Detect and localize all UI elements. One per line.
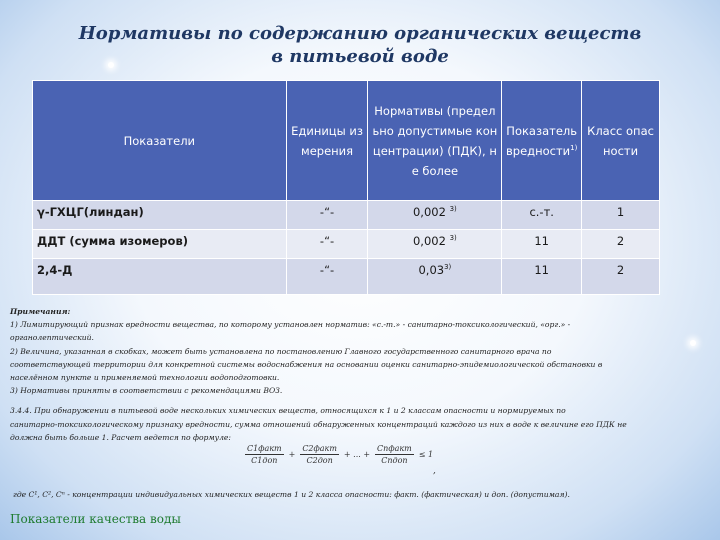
cell-value: 0,002 $^{3)}$ xyxy=(368,230,502,259)
norms-table xyxy=(32,80,660,295)
fraction-2: $\frac{\text{C2факт}}{\text{C2доп}}$ xyxy=(302,444,337,465)
note-3: 3) Нормативы приняты в соответствии с рекомендациями ВОЗ. xyxy=(10,386,283,396)
table-row xyxy=(33,259,660,295)
page-title-line1: Нормативы по содержанию органических веществ xyxy=(78,23,642,44)
header-norms: Нормативы (предельно допустимые концентрации) (ПДК), не более xyxy=(368,81,502,201)
clause-344-line1: 3.4.4. При обнаружении в питьевой воде нескольких химических веществ, относящихся к 1 и 2 классам опасности и нормируемых по xyxy=(10,406,566,416)
clause-344-line2: санитарно-токсикологическому признаку вредности, сумма отношений обнаруженных концентраций каждого из них в воде к величине его ПДК не xyxy=(10,419,627,429)
footer-caption: Показатели качества воды xyxy=(10,512,181,526)
fraction-1: $\frac{\text{C1факт}}{\text{C1доп}}$ xyxy=(247,444,282,465)
cell-class: 1 xyxy=(582,201,660,230)
formula-legend: где C¹, C², Cⁿ - концентрации индивидуальных химических веществ 1 и 2 класса опасности: факт. (фактическая) и доп. (допустимая). xyxy=(13,490,570,499)
table-row xyxy=(33,201,660,230)
cell-value: 0,03$^{3)}$ xyxy=(368,259,502,295)
cell-unit: -“- xyxy=(286,259,368,295)
cell-unit: -“- xyxy=(286,201,368,230)
cell-harm: 11 xyxy=(502,259,582,295)
table-row xyxy=(33,230,660,259)
page-title xyxy=(0,22,720,68)
note-2-line2: соответствующей территории для конкретной системы водоснабжения на основании оценки санитарно-эпидемиологической обстановки в xyxy=(10,359,603,369)
header-units: Единицы измерения xyxy=(286,81,368,201)
header-harm-indicator: Показатель вредности$^{1)}$ xyxy=(502,81,582,201)
notes-heading: Примечания: xyxy=(10,307,71,316)
note-1-line1: 1) Лимитирующий признак вредности вещества, по которому установлен норматив: «с.-т.» - санитарно-токсикологический, «орг.» - xyxy=(10,320,571,330)
header-footnote-ref: 1) xyxy=(570,143,578,152)
note-1-line2: органолептический. xyxy=(10,333,94,343)
cell-class: 2 xyxy=(582,259,660,295)
clause-344-line3: должна быть больше 1. Расчет ведется по формуле: xyxy=(10,432,231,442)
table-header-row xyxy=(33,81,660,201)
note-2-line3: населённом пункте и применяемой технологии водоподготовки. xyxy=(10,373,280,383)
formula-comma: , xyxy=(433,466,436,476)
note-2-line1: 2) Величина, указанная в скобках, может быть установлена по постановлению Главного государственного санитарного врача по xyxy=(10,346,552,356)
cell-name: γ-ГХЦГ(линдан) xyxy=(33,201,287,230)
cell-harm: с.-т. xyxy=(502,201,582,230)
cell-harm: 11 xyxy=(502,230,582,259)
header-hazard-class: Класс опасности xyxy=(582,81,660,201)
cell-value: 0,002 $^{3)}$ xyxy=(368,201,502,230)
cell-name: 2,4-Д xyxy=(33,259,287,295)
sum-formula: $\frac{\text{C1факт}}{\text{C1доп}}$ + $\frac{\text{C2факт}}{\text{C2доп}}$ + ... + $\frac{\text{Cnфакт}}{\text{Cnдоп}}$ ≤ 1 xyxy=(247,444,434,465)
page-title-line2: в питьевой воде xyxy=(271,46,449,67)
cell-class: 2 xyxy=(582,230,660,259)
cell-unit: -“- xyxy=(286,230,368,259)
header-indicator: Показатели xyxy=(33,81,287,201)
notes-block xyxy=(10,305,700,444)
fraction-n: $\frac{\text{Cnфакт}}{\text{Cnдоп}}$ xyxy=(377,444,412,465)
cell-name: ДДТ (сумма изомеров) xyxy=(33,230,287,259)
